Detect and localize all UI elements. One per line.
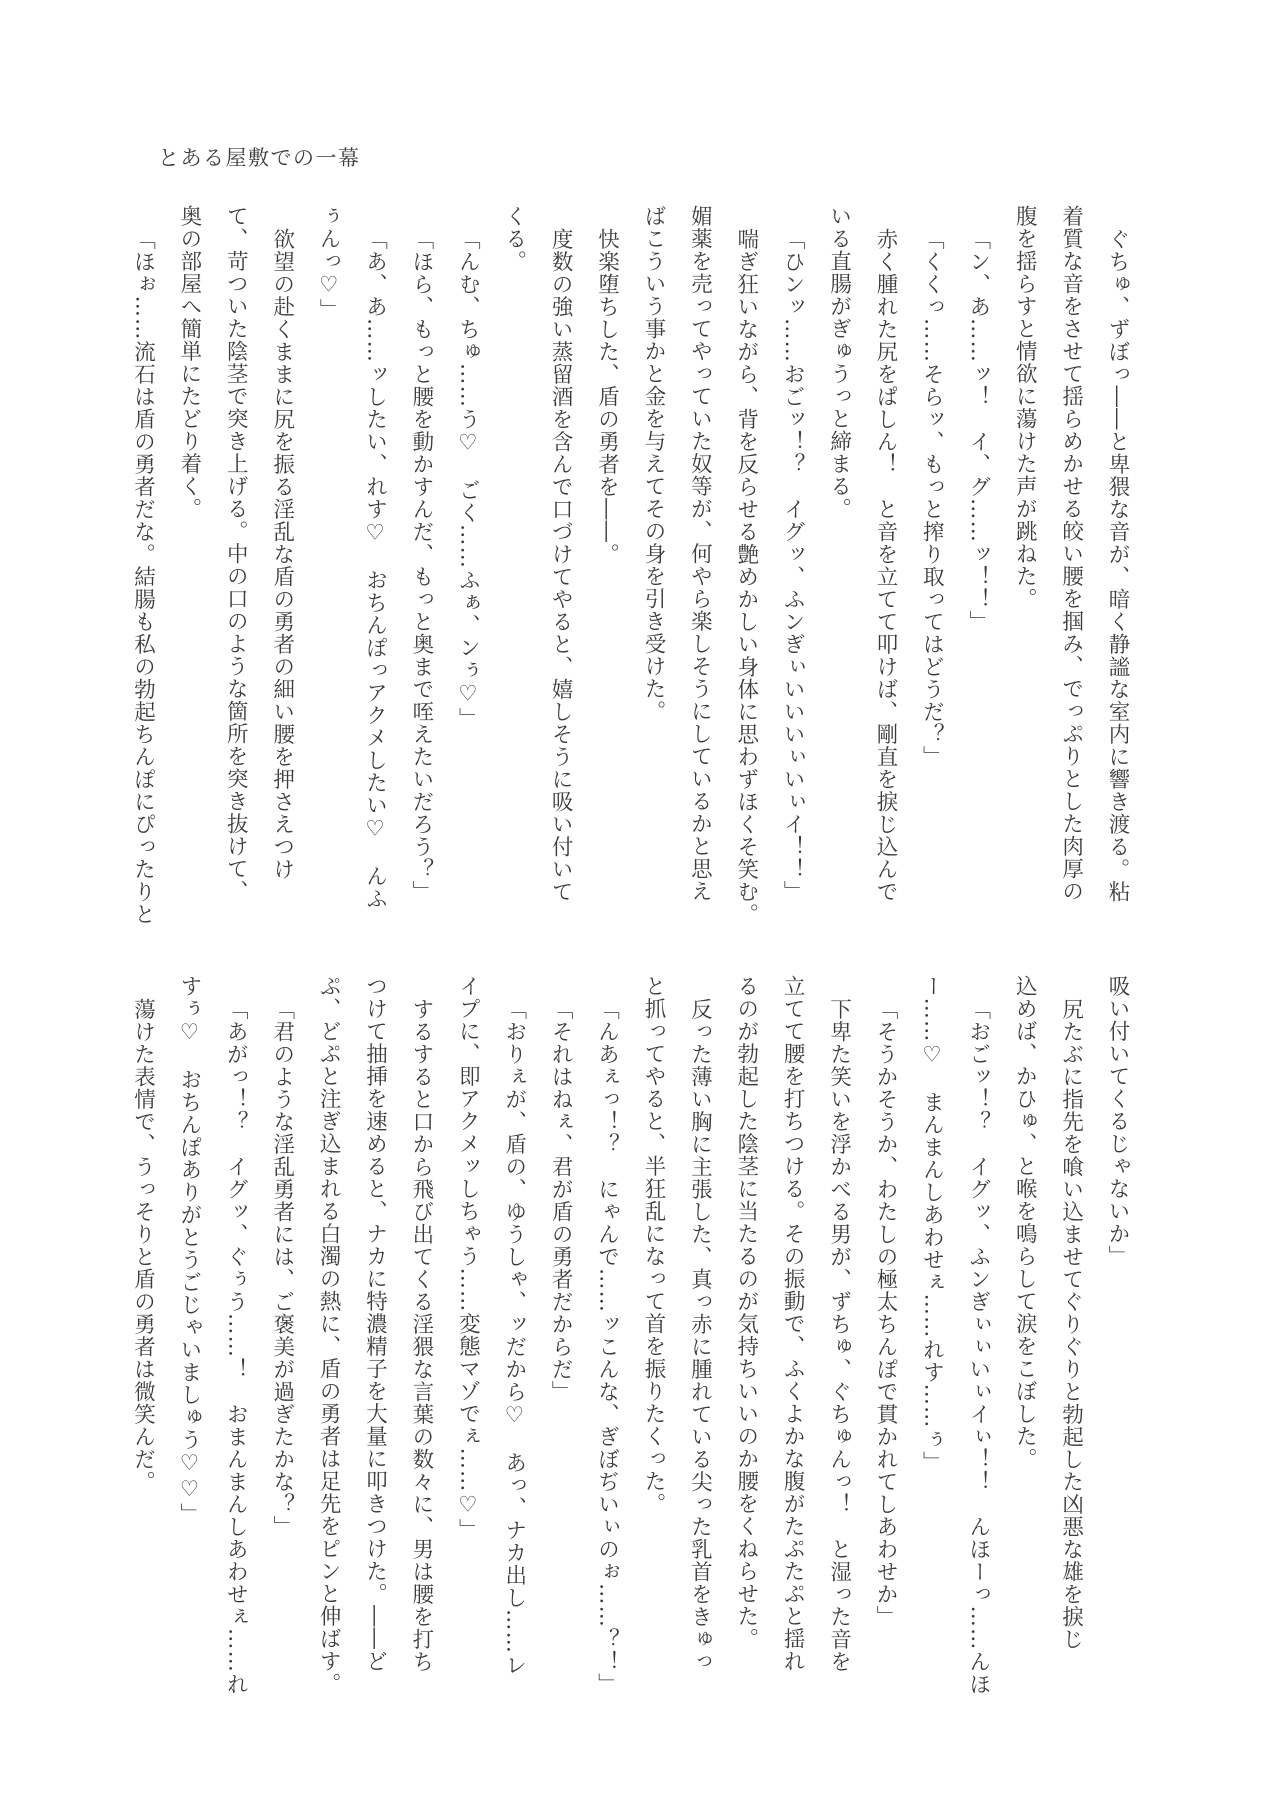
text-line: 着質な音をさせて揺らめかせる皎い腰を掴み、でっぷりとした肉厚の bbox=[1058, 205, 1084, 903]
text-line: 「それはねぇ、君が盾の勇者だからだ」 bbox=[548, 997, 574, 1403]
text-line: 「君のような淫乱勇者には、ご褒美が過ぎたかな？」 bbox=[269, 997, 295, 1538]
text-line: 腹を揺らすと情欲に蕩けた声が跳ねた。 bbox=[1012, 205, 1038, 610]
text-line: 「おごッ！？ イグッ、ふンぎぃぃいぃイぃ！！ んほーっ……んほ bbox=[965, 997, 991, 1695]
text-line: 蕩けた表情で、うっそりと盾の勇者は微笑んだ。 bbox=[130, 997, 156, 1493]
text-line: 反った薄い胸に主張した、真っ赤に腫れている尖った乳首をきゅっ bbox=[687, 997, 713, 1673]
text-line: 尻たぶに指先を喰い込ませてぐりぐりと勃起した凶悪な雄を捩じ bbox=[1058, 997, 1084, 1650]
text-line: 赤く腫れた尻をぱしん！ と音を立てて叩けば、剛直を捩じ込んで bbox=[872, 227, 898, 903]
text-line: 「おりぇが、盾の、ゆうしゃ、ッだから♡ あっ、ナカ出し……レ bbox=[501, 997, 527, 1676]
text-line: て、苛ついた陰茎で突き上げる。中の口のような箇所を突き抜けて、 bbox=[223, 205, 249, 903]
text-line: 奥の部屋へ簡単にたどり着く。 bbox=[176, 205, 202, 520]
text-line: 「ひンッ……おごッ！？ イグッ、ふンぎぃいいいぃいぃイ！！」 bbox=[780, 227, 806, 903]
text-line: 「そうかそうか、わたしの極太ちんぽで貫かれてしあわせか」 bbox=[872, 997, 898, 1628]
text-line: 「んむ、ちゅ……う♡ ごく……ふぁ、ンぅ♡」 bbox=[455, 227, 481, 730]
text-line: 媚薬を売ってやっていた奴等が、何やら楽しそうにしているかと思え bbox=[687, 205, 713, 903]
text-line: 吸い付いてくるじゃないか」 bbox=[1105, 975, 1130, 1268]
text-line: ぷ、どぷと注ぎ込まれる白濁の熱に、盾の勇者は足先をピンと伸ばす。 bbox=[316, 975, 342, 1695]
page-title: とある屋敷での一幕 bbox=[158, 146, 361, 170]
text-line: いる直腸がぎゅうっと締まる。 bbox=[826, 205, 852, 520]
text-line: 下卑た笑いを浮かべる男が、ずちゅ、ぐちゅんっ！ と湿った音を bbox=[826, 997, 852, 1673]
text-line: イプに、即アクメッしちゃう……変態マゾでぇ……♡」 bbox=[455, 975, 481, 1541]
text-block-lower bbox=[119, 975, 1140, 1717]
text-line: 快楽堕ちした、盾の勇者を――。 bbox=[594, 227, 620, 565]
text-line: 「ほら、もっと腰を動かすんだ、もっと奥まで咥えたいだろう？」 bbox=[408, 227, 434, 903]
text-line: くる。 bbox=[501, 205, 527, 273]
text-line: すぅ♡ おちんぽありがとうごじゃいましゅう♡♡」 bbox=[176, 975, 202, 1526]
text-line: ぐちゅ、ずぼっ――と卑猥な音が、暗く静謐な室内に響き渡る。粘 bbox=[1105, 227, 1130, 903]
text-line: つけて抽挿を速めると、ナカに特濃精子を大量に叩きつけた。――ど bbox=[362, 975, 388, 1673]
text-line: ー……♡ まんまんしあわせぇ……れす……ぅ」 bbox=[919, 975, 945, 1474]
text-line: と抓ってやると、半狂乱になって首を振りたくった。 bbox=[640, 975, 666, 1515]
text-line: 「ン、あ……ッ！ イ、グ……ッ！！」 bbox=[965, 227, 991, 633]
text-line: するすると口から飛び出てくる淫猥な言葉の数々に、男は腰を打ち bbox=[408, 997, 434, 1673]
text-line: 込めば、かひゅ、と喉を鳴らして涙をこぼした。 bbox=[1012, 975, 1038, 1470]
text-line: ぅんっ♡」 bbox=[316, 205, 342, 321]
text-line: 喘ぎ狂いながら、背を反らせる艶めかしい身体に思わずほくそ笑む。 bbox=[733, 227, 759, 925]
text-line: 「あがっ！？ イグッ、ぐぅう……！ おまんまんしあわせぇ……れ bbox=[223, 997, 249, 1695]
text-line: 欲望の赴くままに尻を振る淫乱な盾の勇者の細い腰を押さえつけ bbox=[269, 227, 295, 880]
text-line: ばこういう事かと金を与えてその身を引き受けた。 bbox=[640, 205, 666, 723]
text-line: 立てて腰を打ちつける。その振動で、ふくよかな腹がたぷたぷと揺れ bbox=[780, 975, 806, 1673]
text-line: 「あ、あ……ッしたい、れす♡ おちんぽっアクメしたい♡ んふ bbox=[362, 227, 388, 910]
text-line: 「くくっ……そらッ、もっと搾り取ってはどうだ？」 bbox=[919, 227, 945, 768]
text-line: 度数の強い蒸留酒を含んで口づけてやると、嬉しそうに吸い付いて bbox=[548, 227, 574, 903]
text-line: るのが勃起した陰茎に当たるのが気持ちいいのか腰をくねらせた。 bbox=[733, 975, 759, 1650]
text-block-upper bbox=[119, 205, 1140, 927]
text-line: 「んあぇっ！？ にゃんで……ッこんな、ぎぼぢいぃのぉ……？！」 bbox=[594, 997, 620, 1695]
text-line: 「ほぉ……流石は盾の勇者だな。結腸も私の勃起ちんぽにぴったりと bbox=[130, 227, 156, 925]
